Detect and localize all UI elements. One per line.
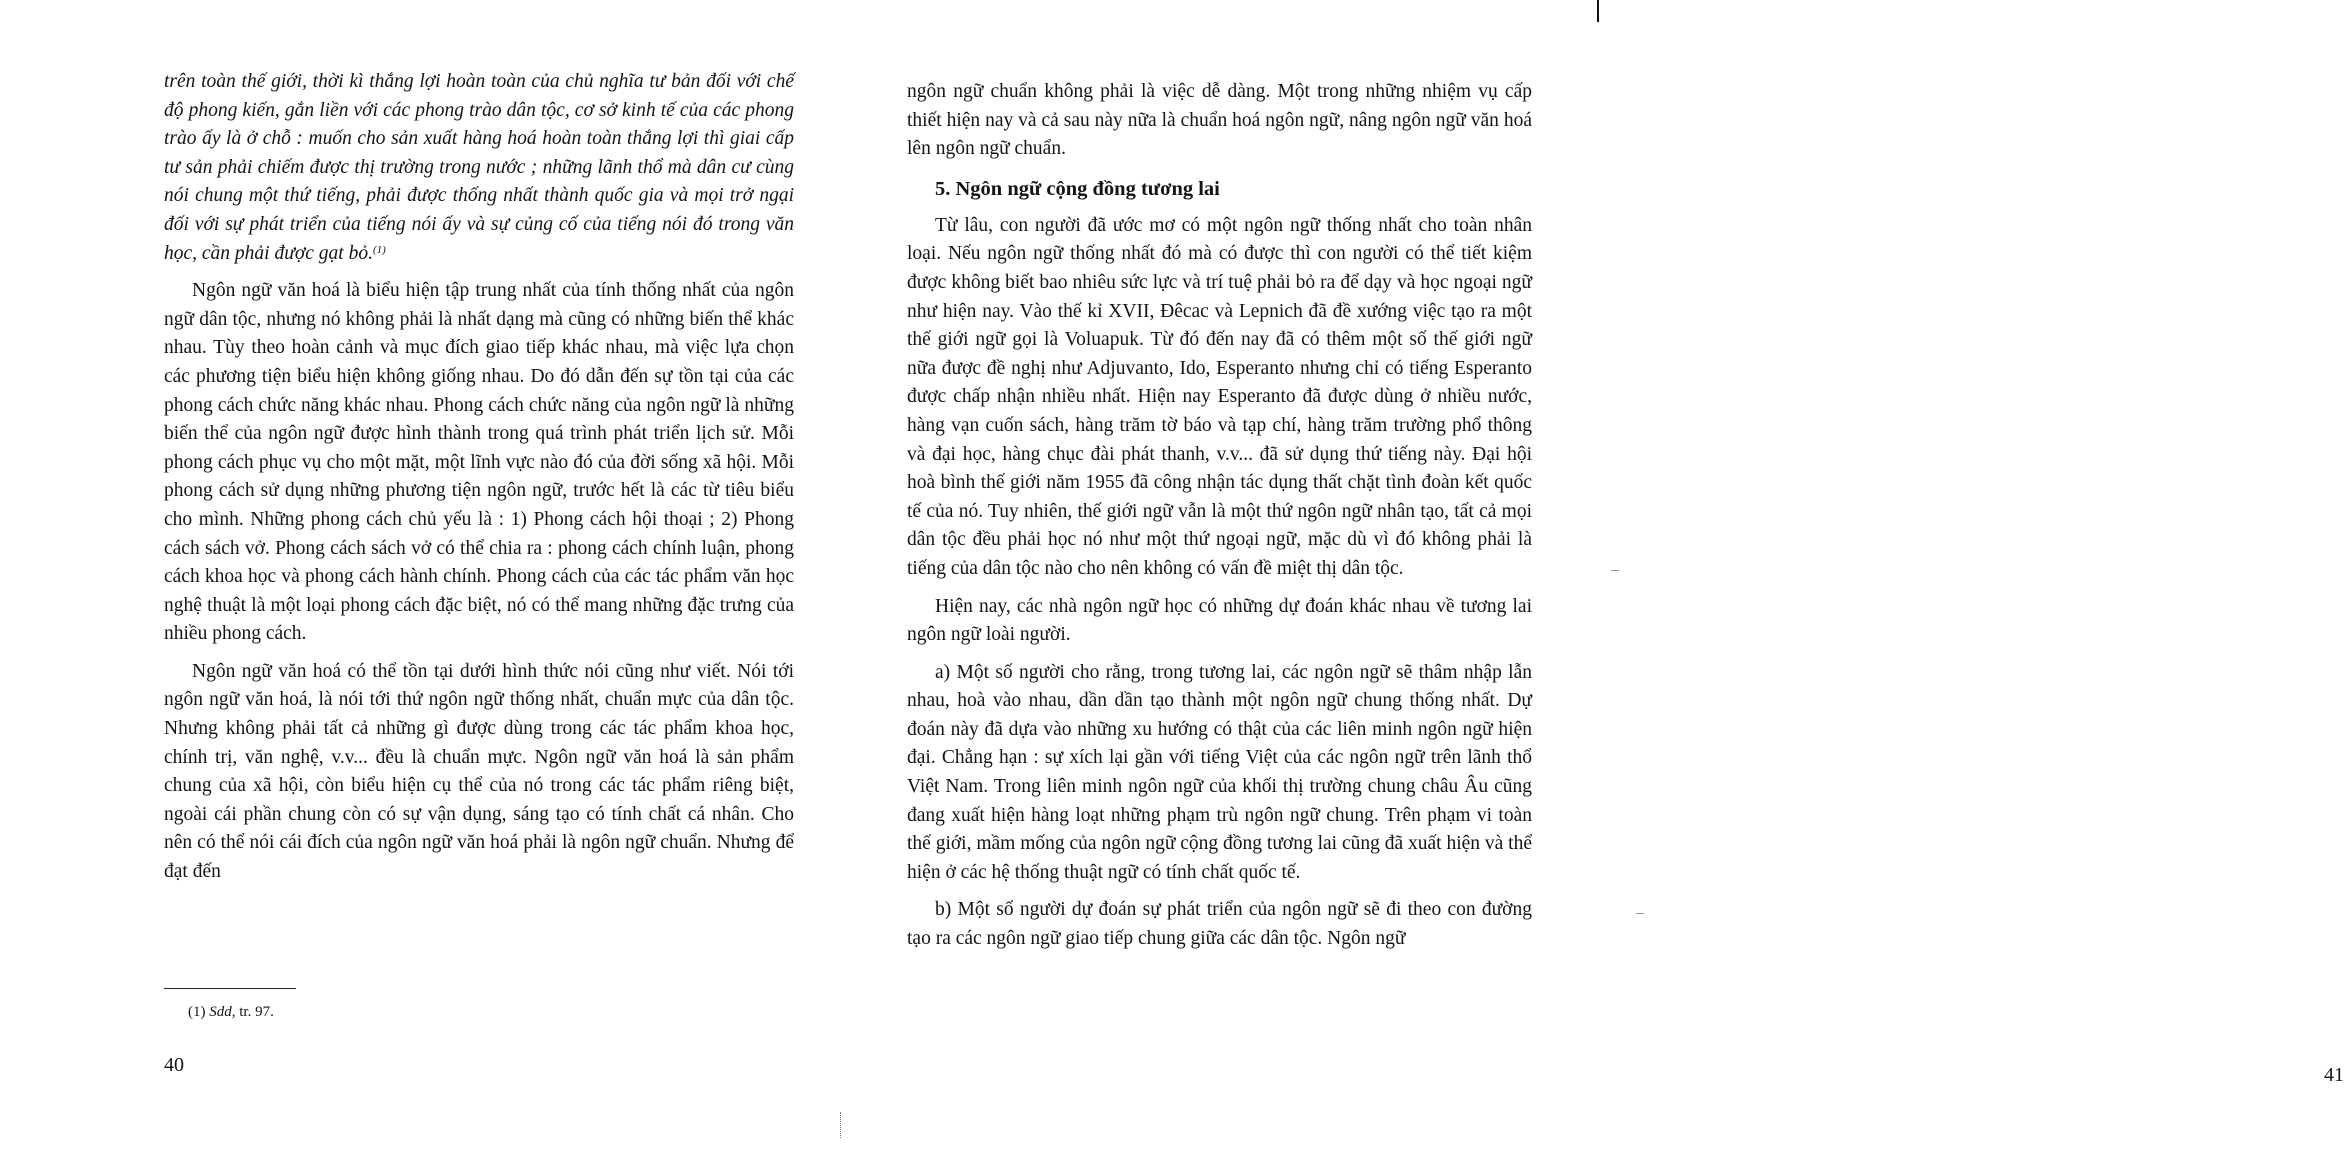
paragraph-cultural-language: Ngôn ngữ văn hoá có thể tồn tại dưới hình thức nói cũng như viết. Nói tới ngôn ngữ văn hoá, là nói tới thứ ngôn ngữ thống nhất, chuẩn mực của dân tộc. Nhưng không phải tất cả những gì được dùng trong các tác phẩm khoa học, chính trị, văn nghệ, v.v... đều là chuẩn mực. Ngôn ngữ văn hoá là sản phẩm chung của xã hội, còn biểu hiện cụ thể của nó trong các tác phẩm riêng biệt, ngoài cái phần chung còn có sự vận dụng, sáng tạo có tính chất cá nhân. Cho nên có thể nói cái đích của ngôn ngữ văn hoá phải là ngôn ngữ chuẩn. Nhưng để đạt đến: [164, 660, 794, 883]
paragraph-prediction-b: b) Một số người dự đoán sự phát triển của ngôn ngữ sẽ đi theo con đường tạo ra các ngôn ngữ giao tiếp chung giữa các dân tộc. Ngôn ngữ: [907, 899, 1532, 950]
right-text-column: [907, 78, 1532, 954]
paragraph-prediction-a: a) Một số người cho rằng, trong tương lai, các ngôn ngữ sẽ thâm nhập lẫn nhau, hoà vào nhau, dần dần tạo thành một ngôn ngữ chung thống nhất. Dự đoán này đã dựa vào những xu hướng có thật của các liên minh ngôn ngữ hiện đại. Chẳng hạn : sự xích lại gần với tiếng Việt của các ngôn ngữ trên lãnh thổ Việt Nam. Trong liên minh ngôn ngữ của khối thị trường chung châu Âu cũng đang xuất hiện hàng loạt những phạm trù ngôn ngữ chung. Trên phạm vi toàn thế giới, mầm mống của ngôn ngữ cộng đồng tương lai cũng đã xuất hiện và thể hiện ở các hệ thống thuật ngữ có tính chất quốc tế.: [907, 661, 1533, 883]
gutter-mark: [840, 1112, 842, 1138]
crop-mark: [1597, 0, 1599, 22]
edge-dash-mark: [1611, 570, 1619, 571]
section-heading: 5. Ngôn ngữ cộng đồng tương lai: [935, 177, 1220, 200]
left-text-column: [164, 68, 794, 887]
edge-dash-mark: [1636, 913, 1644, 914]
footnote: [188, 1002, 274, 1022]
quotation-text: trên toàn thế giới, thời kì thắng lợi hoàn toàn của chủ nghĩa tư bản đối với chế độ phong kiến, gắn liền với các phong trào dân tộc, cơ sở kinh tế của các phong trào ấy là ở chỗ : muốn cho sản xuất hàng hoá hoàn toàn thắng lợi thì giai cấp tư sản phải chiếm được thị trường trong nước ; những lãnh thổ mà dân cư cùng nói chung một thứ tiếng, phải được thống nhất thành quốc gia và mọi trở ngại đối với sự phát triển của tiếng nói ấy và sự củng cố của tiếng nói đó trong văn học, cần phải được gạt bỏ.: [164, 71, 794, 264]
paragraph-functional-styles: Ngôn ngữ văn hoá là biểu hiện tập trung nhất của tính thống nhất của ngôn ngữ dân tộc, nhưng nó không phải là nhất dạng mà cũng có những biến thể khác nhau. Tùy theo hoàn cảnh và mục đích giao tiếp khác nhau, mà việc lựa chọn các phương tiện biểu hiện không giống nhau. Do đó dẫn đến sự tồn tại của các phong cách chức năng khác nhau. Phong cách chức năng của ngôn ngữ là những biến thể của ngôn ngữ được hình thành trong quá trình phát triển lịch sử. Mỗi phong cách phục vụ cho một mặt, một lĩnh vực nào đó của đời sống xã hội. Mỗi phong cách sử dụng những phương tiện ngôn ngữ, trước hết là các từ tiêu biểu cho mình. Những phong cách chủ yếu là : 1) Phong cách hội thoại ; 2) Phong cách sách vở. Phong cách sách vở có thể chia ra : phong cách chính luận, phong cách khoa học và phong cách hành chính. Phong cách của các tác phẩm văn học nghệ thuật là một loại phong cách đặc biệt, nó có thể mang những đặc trưng của nhiều phong cách.: [164, 280, 794, 645]
footnote-reference: (1): [372, 243, 386, 256]
left-page: [0, 0, 830, 1169]
footnote-number: (1): [188, 1004, 206, 1020]
paragraph-world-language: Từ lâu, con người đã ước mơ có một ngôn ngữ thống nhất cho toàn nhân loại. Nếu ngôn ngữ thống nhất đó mà có được thì con người có thể tiết kiệm được không biết bao nhiêu sức lực và trí tuệ phải bỏ ra để dạy và học ngoại ngữ như hiện nay. Vào thế kỉ XVII, Đêcac và Lepnich đã đề xướng việc tạo ra một thế giới ngữ gọi là Voluapuk. Từ đó đến nay đã có thêm một số thế giới ngữ nữa được đề nghị như Adjuvanto, Ido, Esperanto nhưng chỉ có tiếng Esperanto được chấp nhận nhiều nhất. Hiện nay Esperanto đã được dùng ở nhiều nước, hàng vạn cuốn sách, hàng trăm tờ báo và tạp chí, hàng trăm trường phổ thông và đại học, hàng chục đài phát thanh, v.v... đã sử dụng thứ tiếng này. Đại hội hoà bình thế giới năm 1955 đã công nhận tác dụng thất chặt tình đoàn kết quốc tế của nó. Tuy nhiên, thế giới ngữ vẫn là một thứ ngôn ngữ nhân tạo, tất cả mọi dân tộc đều phải học nó như một thứ ngoại ngữ, mặc dù vì đó không phải là tiếng của dân tộc nào cho nên không có vấn đề miệt thị dân tộc.: [907, 214, 1532, 579]
quotation-paragraph: [164, 68, 794, 268]
footnote-rule: [164, 988, 296, 989]
page-number-left: 40: [164, 1054, 184, 1076]
footnote-page: tr. 97.: [239, 1004, 274, 1020]
paragraph-continuation: ngôn ngữ chuẩn không phải là việc dễ dàng. Một trong những nhiệm vụ cấp thiết hiện nay và cả sau này nữa là chuẩn hoá ngôn ngữ, nâng ngôn ngữ văn hoá lên ngôn ngữ chuẩn.: [907, 81, 1532, 160]
page-number-right: 41: [2324, 1064, 2344, 1086]
footnote-source: Sdd,: [209, 1004, 236, 1020]
paragraph-predictions: Hiện nay, các nhà ngôn ngữ học có những dự đoán khác nhau về tương lai ngôn ngữ loài người.: [907, 595, 1532, 646]
right-page: [830, 0, 2344, 1169]
